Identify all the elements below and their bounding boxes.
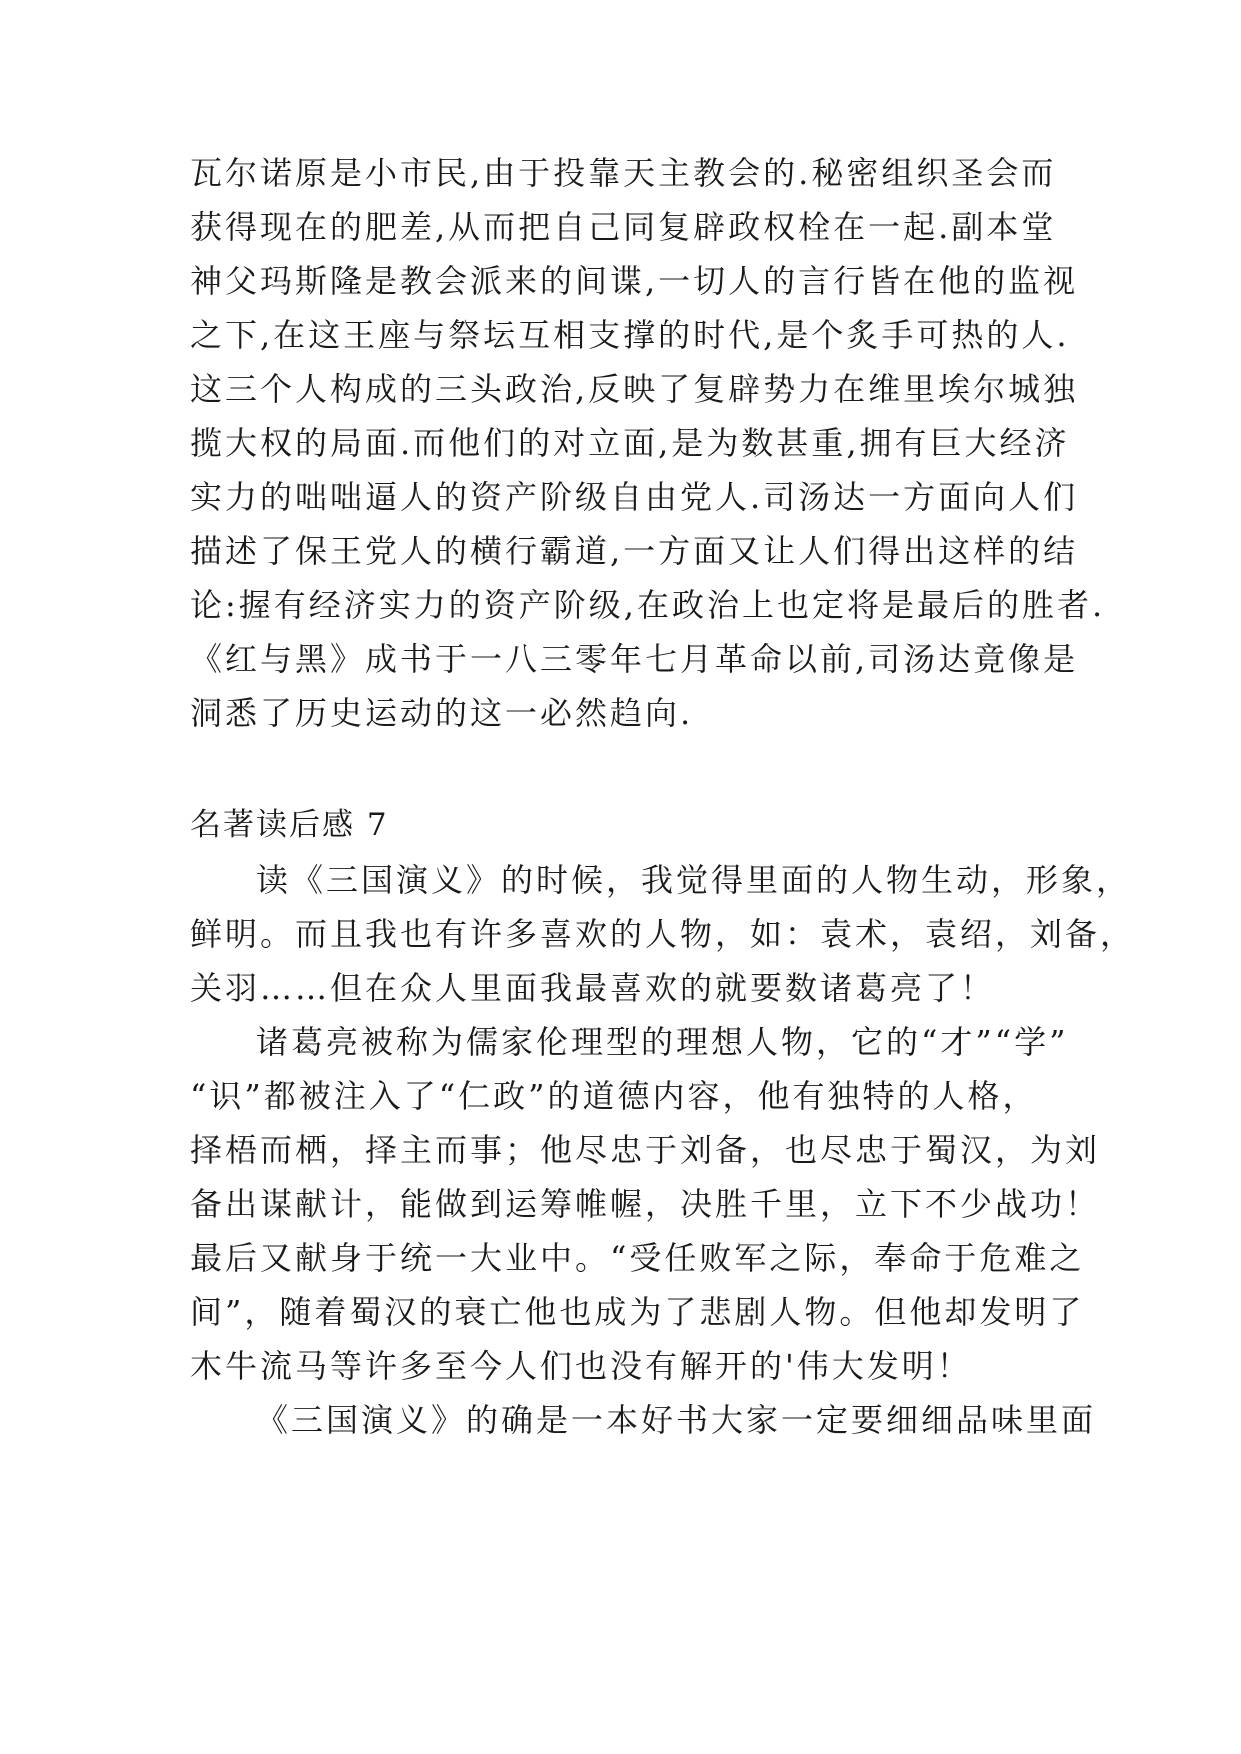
paragraph-line: 实力的咄咄逼人的资产阶级自由党人.司汤达一方面向人们 <box>190 478 1079 516</box>
paragraph-line: 木牛流马等许多至今人们也没有解开的'伟大发明！ <box>190 1347 972 1385</box>
paragraph-line: 《红与黑》成书于一八三零年七月革命以前,司汤达竟像是 <box>190 640 1079 678</box>
paragraph-line: 关羽……但在众人里面我最喜欢的就要数诸葛亮了！ <box>190 969 996 1007</box>
paragraph-line: 《三国演义》的确是一本好书大家一定要细细品味里面 <box>256 1401 1097 1439</box>
paragraph-line: 这三个人构成的三头政治,反映了复辟势力在维里埃尔城独 <box>190 370 1079 408</box>
paragraph-line: 神父玛斯隆是教会派来的间谍,一切人的言行皆在他的监视 <box>190 262 1079 300</box>
paragraph-line: 瓦尔诺原是小市民,由于投靠天主教会的.秘密组织圣会而 <box>190 154 1057 192</box>
section-heading: 名著读后感 7 <box>190 807 389 843</box>
paragraph-line: 描述了保王党人的横行霸道,一方面又让人们得出这样的结 <box>190 532 1079 570</box>
paragraph-line: 备出谋献计，能做到运筹帷幄，决胜千里，立下不少战功！ <box>190 1185 1101 1223</box>
paragraph-line: 之下,在这王座与祭坛互相支撑的时代,是个炙手可热的人. <box>190 316 1070 354</box>
paragraph-line: 洞悉了历史运动的这一必然趋向. <box>190 694 694 732</box>
paragraph-line: 揽大权的局面.而他们的对立面,是为数甚重,拥有巨大经济 <box>190 424 1070 462</box>
paragraph-line: 获得现在的肥差,从而把自己同复辟政权栓在一起.副本堂 <box>190 208 1057 246</box>
paragraph-line: 诸葛亮被称为儒家伦理型的理想人物，它的“才”“学” <box>256 1023 1069 1061</box>
paragraph-line: 间”，随着蜀汉的衰亡他也成为了悲剧人物。但他却发明了 <box>190 1293 1085 1331</box>
paragraph-line: 鲜明。而且我也有许多喜欢的人物，如：袁术，袁绍，刘备， <box>190 915 1136 953</box>
paragraph-line: “识”都被注入了“仁政”的道德内容，他有独特的人格， <box>190 1077 1038 1115</box>
paragraph-line: 最后又献身于统一大业中。“受任败军之际，奉命于危难之 <box>190 1239 1085 1277</box>
paragraph-line: 读《三国演义》的时候，我觉得里面的人物生动，形象， <box>256 861 1132 899</box>
paragraph-line: 论:握有经济实力的资产阶级,在政治上也定将是最后的胜者. <box>190 586 1106 624</box>
paragraph-line: 择梧而栖，择主而事；他尽忠于刘备，也尽忠于蜀汉，为刘 <box>190 1131 1101 1169</box>
